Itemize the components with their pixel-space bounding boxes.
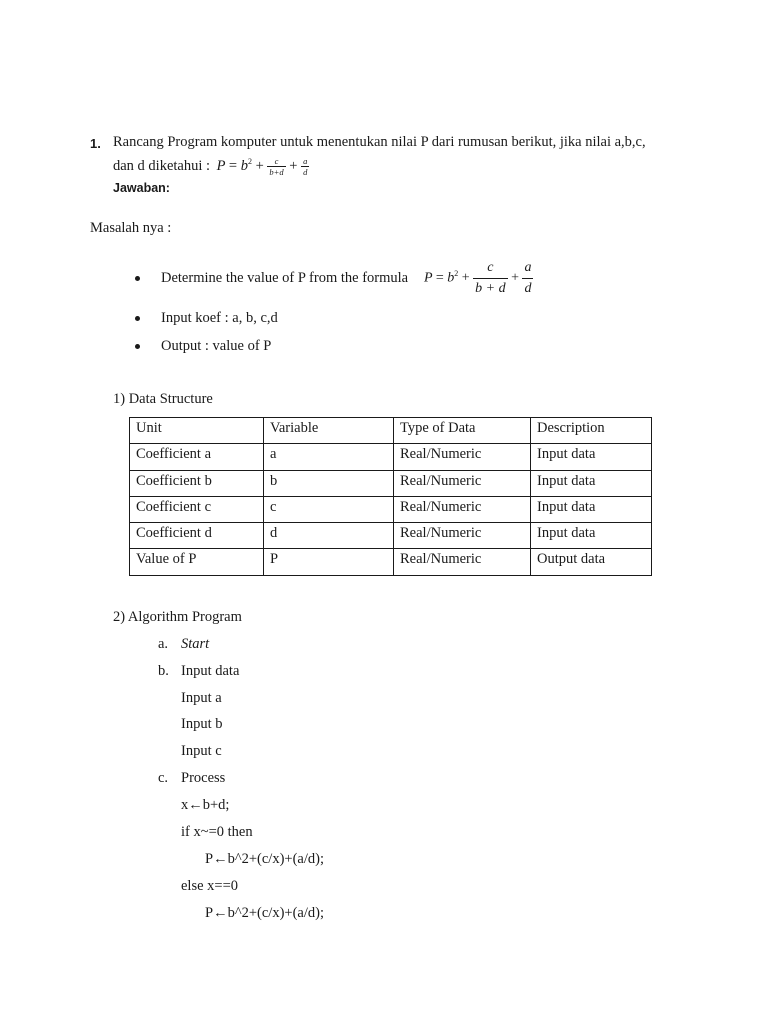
table-cell: Coefficient a (130, 444, 264, 470)
table-row (130, 549, 652, 575)
step-start: Start (181, 636, 210, 652)
question-line-1: Rancang Program komputer untuk menentukan nilai P dari rumusan berikut, jika nilai a,b,c, (113, 134, 646, 150)
table-header-cell: Unit (130, 418, 264, 444)
table-header-cell: Type of Data (394, 418, 531, 444)
table-cell: Coefficient d (130, 523, 264, 549)
question-line-2-text: dan d diketahui : (113, 157, 211, 174)
table-cell: Coefficient b (130, 470, 264, 496)
table-cell: b (264, 470, 394, 496)
table-cell: Input data (531, 444, 652, 470)
formula-p: P (216, 157, 226, 174)
table-cell: Output data (531, 549, 652, 575)
formula-b: b (447, 270, 455, 286)
question-number: 1. (90, 136, 101, 151)
table-row (130, 523, 652, 549)
process-line: x←b+d; (181, 797, 230, 813)
table-cell: Input data (531, 523, 652, 549)
bullet-item-2: Input koef : a, b, c,d (161, 310, 278, 326)
problem-heading: Masalah nya : (90, 220, 172, 236)
question-line-2 (113, 157, 309, 176)
bullet-formula (424, 261, 533, 296)
formula-fraction-c: $\frac{c}{b+d}$ (269, 156, 284, 177)
table-header-row (130, 418, 652, 444)
table-cell: c (264, 496, 394, 522)
formula-fraction-c: $\frac{c}{b + d}$ (475, 260, 506, 296)
table-cell: d (264, 523, 394, 549)
table-cell: Real/Numeric (394, 523, 531, 549)
table-row (130, 470, 652, 496)
list-marker-a: a. (158, 636, 169, 652)
table-cell: Value of P (130, 549, 264, 575)
table-cell: Coefficient c (130, 496, 264, 522)
formula-b: b (240, 157, 248, 174)
algorithm-heading: 2) Algorithm Program (113, 609, 242, 625)
table-cell: Real/Numeric (394, 549, 531, 575)
answer-label: Jawaban: (113, 181, 170, 195)
table-cell: Input data (531, 496, 652, 522)
process-line: else x==0 (181, 878, 239, 894)
list-marker-b: b. (158, 663, 169, 679)
formula-plus: + (255, 157, 264, 174)
step-input-data: Input data (181, 663, 240, 679)
data-structure-table (129, 417, 652, 576)
formula-eq: = (228, 157, 238, 174)
bullet-icon (135, 276, 140, 281)
formula-plus-2: + (511, 270, 519, 286)
process-line: P←b^2+(c/x)+(a/d); (205, 851, 324, 867)
formula-fraction-a: $\frac{a}{d}$ (303, 156, 308, 177)
table-header-cell: Description (531, 418, 652, 444)
bullet-item-3: Output : value of P (161, 338, 272, 354)
bullet-icon (135, 316, 140, 321)
inline-formula (216, 156, 310, 177)
table-cell: Real/Numeric (394, 470, 531, 496)
bullet-icon (135, 344, 140, 349)
table-cell: Real/Numeric (394, 496, 531, 522)
formula-fraction-a: $\frac{a}{d}$ (524, 260, 532, 296)
bullet-item-1: Determine the value of P from the formula (161, 270, 409, 286)
process-line: if x~=0 then (181, 824, 253, 840)
formula-eq: = (435, 270, 444, 286)
list-marker-c: c. (158, 770, 169, 786)
input-line: Input c (181, 743, 222, 759)
formula-exp: 2 (454, 269, 459, 279)
table-row (130, 444, 652, 470)
table-cell: a (264, 444, 394, 470)
table-cell: P (264, 549, 394, 575)
step-process: Process (181, 770, 226, 786)
formula-exp: 2 (247, 157, 252, 166)
formula-plus-2: + (289, 157, 298, 174)
input-line: Input b (181, 716, 223, 732)
table-cell: Real/Numeric (394, 444, 531, 470)
process-line: P←b^2+(c/x)+(a/d); (205, 905, 324, 921)
table-cell: Input data (531, 470, 652, 496)
formula-plus: + (461, 270, 470, 286)
table-row (130, 496, 652, 522)
table-header-cell: Variable (264, 418, 394, 444)
data-structure-heading: 1) Data Structure (113, 391, 213, 407)
input-line: Input a (181, 690, 222, 706)
formula-p: P (424, 270, 433, 286)
